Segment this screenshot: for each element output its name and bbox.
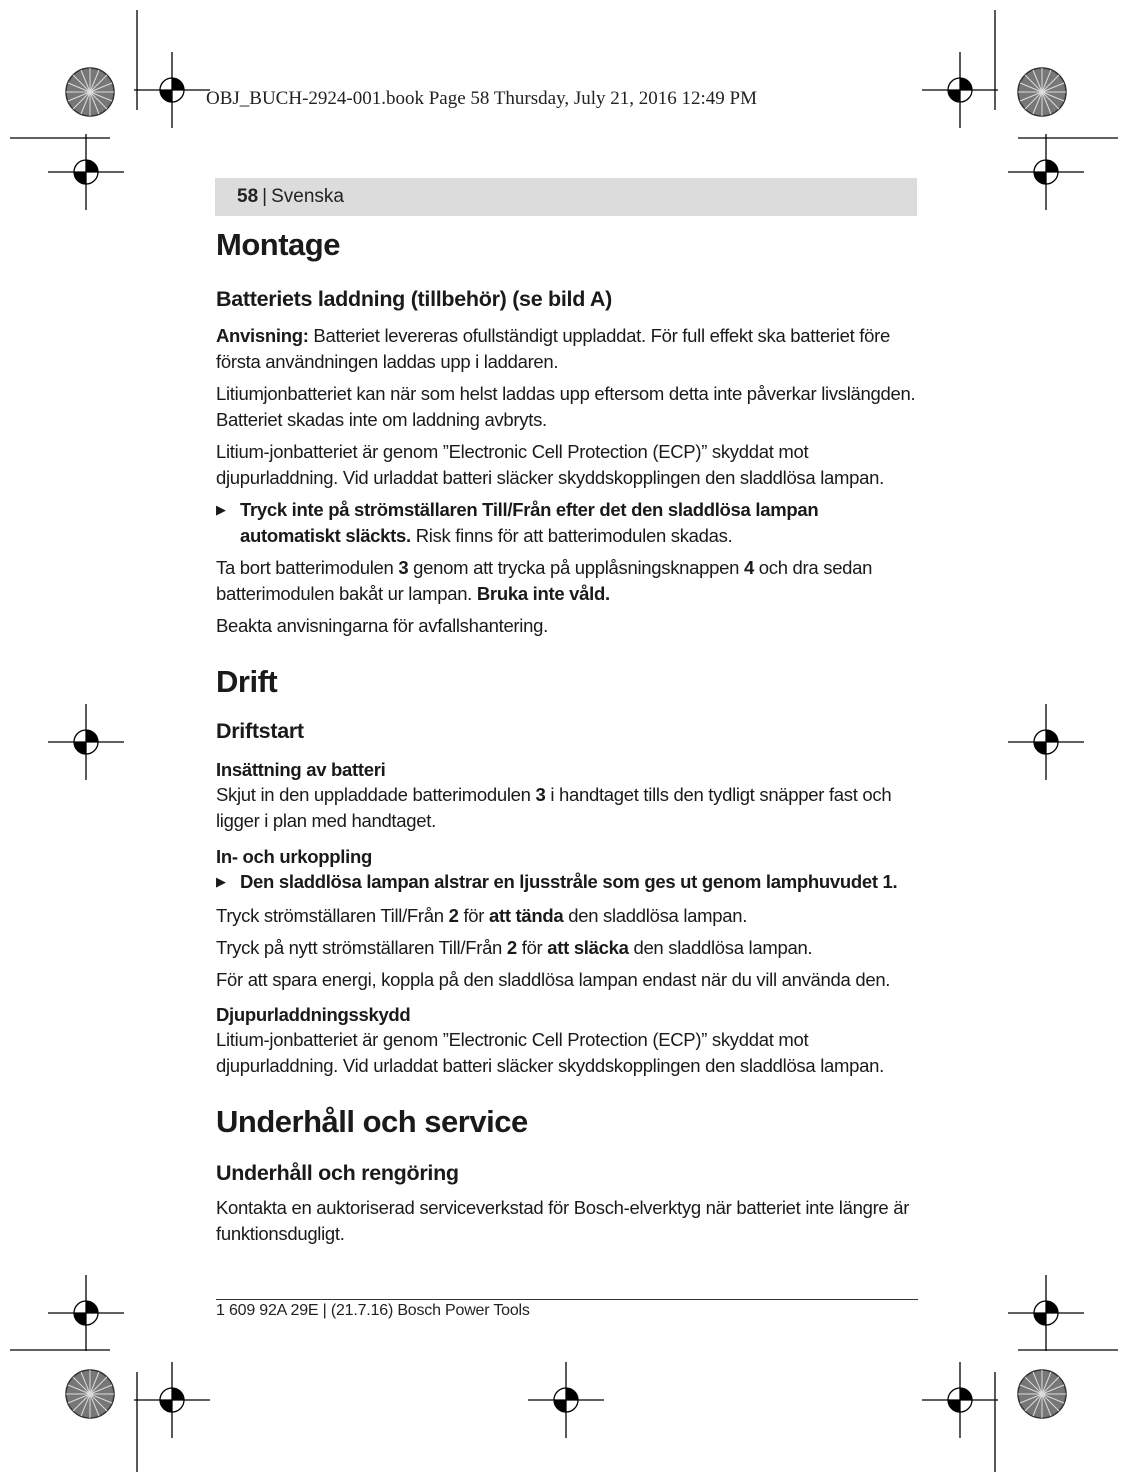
heading-maintenance: Underhåll och rengöring [216,1161,459,1185]
paragraph-ecp: Litium-jonbatteriet är genom ”Electronic Cell Protection (ECP)” skyddat mot djupurladdning. Vid urladdat batteri släcker skyddskopplingen den sladdlösa lampan. [216,441,884,488]
paragraph-remove-battery [216,555,920,607]
bullet-triangle-icon: ▶ [216,502,226,517]
heading-deep-discharge: Djupurladdningsskydd [216,1004,411,1025]
heading-battery-charging: Batteriets laddning (tillbehör) (se bild A) [216,287,613,311]
paragraph-deep-discharge: Litium-jonbatteriet är genom ”Electronic Cell Protection (ECP)” skyddat mot djupurladdning. Vid urladdat batteri släcker skyddskopplingen den sladdlösa lampan. [216,1029,884,1076]
note-label: Anvisning: [216,325,309,346]
print-slug-line: OBJ_BUCH-2924-001.book Page 58 Thursday, July 21, 2016 12:49 PM [206,88,758,109]
info-bullet [216,869,920,895]
paragraph-maintenance: Kontakta en auktoriserad serviceverkstad för Bosch-elverktyg när batteriet inte längre är funktionsdugligt. [216,1197,910,1244]
remove-text-a: Ta bort batterimodulen [216,557,399,578]
warning-bold-text: Tryck inte på strömställaren Till/Från efter det den sladdlösa lampan automatiskt släckts. [240,499,819,546]
on-bold-text: att tända [489,905,564,926]
page-header-bar [215,178,917,216]
ref-number-2b: 2 [506,937,517,958]
on-text-c: den sladdlösa lampan. [563,905,748,926]
paragraph-lifetime: Litiumjonbatteriet kan när som helst laddas upp eftersom detta inte påverkar livslängden. Batteriet skadas inte om laddning avbryts. [216,383,916,430]
paragraph-switch-on [216,903,920,929]
page-content [216,226,920,1247]
remove-text-b: genom att trycka på upplåsningsknappen [408,557,744,578]
off-text-b: för [516,937,548,958]
ref-number-3: 3 [398,557,409,578]
ref-number-2: 2 [448,905,459,926]
ref-number-3b: 3 [535,784,546,805]
paragraph-note [216,323,920,375]
warning-plain-text: Risk finns för att batterimodulen skadas. [410,525,733,546]
off-text-c: den sladdlösa lampan. [628,937,813,958]
section-title-montage: Montage [216,227,340,262]
bullet-triangle-icon: ▶ [216,874,226,889]
section-title-service: Underhåll och service [216,1104,528,1139]
remove-bold-text: Bruka inte våld. [476,583,610,604]
ref-number-4: 4 [743,557,754,578]
warning-text [240,497,920,549]
paragraph-insert-battery [216,782,920,834]
insert-text-b: i handtaget tills den tydligt snäpper fast och ligger i plan med handtaget. [216,784,892,831]
header-language: Svenska [271,186,344,207]
heading-insert-battery: Insättning av batteri [216,759,386,780]
heading-driftstart: Driftstart [216,719,304,743]
off-bold-text: att släcka [547,937,629,958]
heading-switching: In- och urkoppling [216,846,372,867]
warning-bullet [216,497,920,549]
paragraph-save-energy: För att spara energi, koppla på den sladdlösa lampan endast när du vill använda den. [216,969,891,990]
page-number: 58 [237,186,259,207]
on-text-a: Tryck strömställaren Till/Från [216,905,449,926]
insert-text-a: Skjut in den uppladdade batterimodulen [216,784,536,805]
note-text: Batteriet levereras ofullständigt uppladdat. För full effekt ska batteriet före första användningen laddas upp i laddaren. [216,325,890,372]
info-bullet-text: Den sladdlösa lampan alstrar en ljusstråle som ges ut genom lamphuvudet 1. [240,871,898,892]
page-footer: 1 609 92A 29E | (21.7.16) Bosch Power Tools [216,1299,918,1320]
on-text-b: för [458,905,489,926]
paragraph-switch-off [216,935,920,961]
remove-text-c: och dra sedan batterimodulen bakåt ur lampan. [216,557,873,604]
section-title-drift: Drift [216,664,278,699]
header-separator: | [262,186,268,207]
off-text-a: Tryck på nytt strömställaren Till/Från [216,937,507,958]
paragraph-disposal: Beakta anvisningarna för avfallshantering. [216,615,548,636]
